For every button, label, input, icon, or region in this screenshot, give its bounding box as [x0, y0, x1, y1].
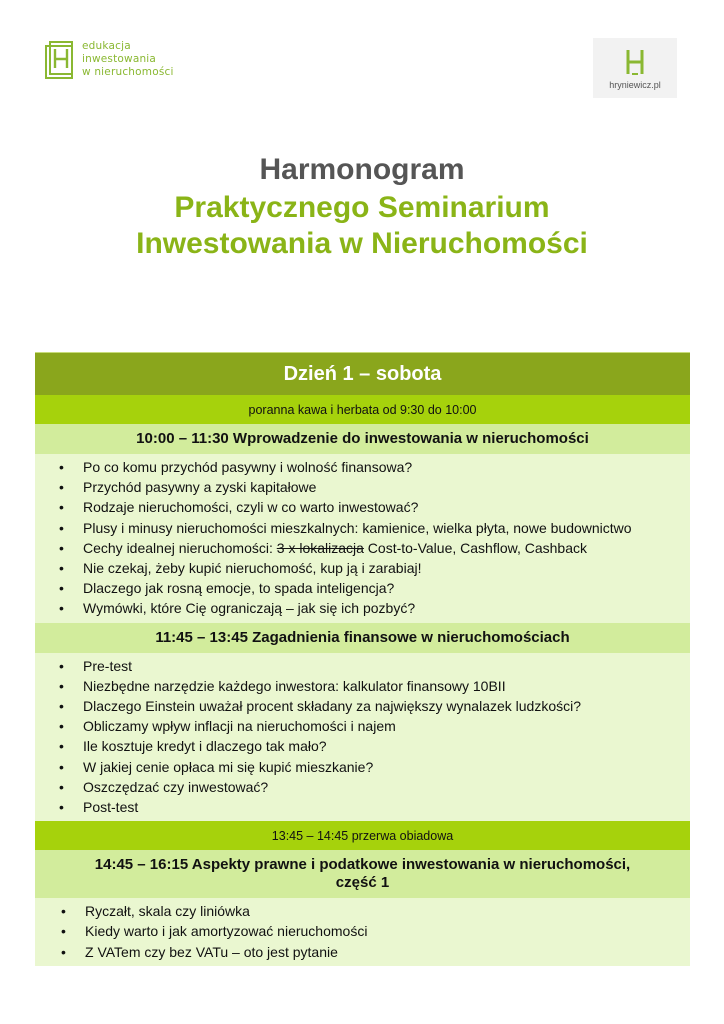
day-header: Dzień 1 – sobota	[35, 352, 690, 395]
title-line-3: Inwestowania w Nieruchomości	[136, 227, 588, 260]
list-item: • Dlaczego jak rosną emocje, to spada inteligencja?	[35, 578, 690, 598]
title-line-1: Harmonogram	[259, 153, 465, 186]
list-item: • Pre-test	[35, 656, 690, 676]
list-item: • Dlaczego Einstein uważał procent składany za największy wynalazek ludzkości?	[35, 696, 690, 716]
list-item: • Ryczałt, skala czy liniówka	[35, 901, 690, 921]
logo-line: w nieruchomości	[82, 66, 174, 78]
session-topics	[35, 653, 690, 822]
list-item: • Kiedy warto i jak amortyzować nieruchomości	[35, 921, 690, 941]
edukacja-logo	[44, 40, 174, 80]
session-title: 11:45 – 13:45 Zagadnienia finansowe w nieruchomościach	[35, 623, 690, 653]
list-item: • Z VATem czy bez VATu – oto jest pytanie	[35, 942, 690, 962]
list-item: • W jakiej cenie opłaca mi się kupić mieszkanie?	[35, 757, 690, 777]
list-item: • Obliczamy wpływ inflacji na nieruchomości i najem	[35, 716, 690, 736]
list-item: • Oszczędzać czy inwestować?	[35, 777, 690, 797]
session-title: 10:00 – 11:30 Wprowadzenie do inwestowania w nieruchomości	[35, 424, 690, 454]
struck-text: 3 x lokalizacja	[276, 539, 364, 556]
title-line-2: Praktycznego Seminarium	[174, 191, 550, 224]
list-item: • Plusy i minusy nieruchomości mieszkalnych: kamienice, wielka płyta, nowe budownictwo	[35, 518, 690, 538]
list-item: • Rodzaje nieruchomości, czyli w co warto inwestować?	[35, 497, 690, 517]
session-title-line: część 1	[335, 874, 390, 892]
logo-line: edukacja	[82, 40, 131, 52]
logo-h-icon	[624, 47, 646, 77]
list-item-text: Cechy idealnej nieruchomości:	[83, 539, 277, 556]
list-item: • Po co komu przychód pasywny i wolność finansowa?	[35, 457, 690, 477]
page-title	[0, 150, 724, 262]
session-topics	[35, 454, 690, 623]
list-item-text: Cost-to-Value, Cashflow, Cashback	[363, 539, 587, 556]
list-item: • Ile kosztuje kredyt i dlaczego tak mało?	[35, 736, 690, 756]
list-item: • Nie czekaj, żeby kupić nieruchomość, kup ją i zarabiaj!	[35, 558, 690, 578]
session-title	[35, 850, 690, 898]
edukacja-logo-text	[82, 40, 174, 79]
session-title-line: 14:45 – 16:15 Aspekty prawne i podatkowe inwestowania w nieruchomości,	[94, 856, 631, 874]
list-item: • Post-test	[35, 797, 690, 817]
hryniewicz-logo	[593, 38, 677, 98]
morning-note: poranna kawa i herbata od 9:30 do 10:00	[35, 395, 690, 424]
schedule-table	[35, 352, 690, 966]
logo-line: inwestowania	[82, 53, 157, 65]
list-item: • Wymówki, które Cię ograniczają – jak się ich pozbyć?	[35, 598, 690, 618]
session-topics	[35, 898, 690, 966]
list-item	[35, 538, 690, 558]
list-item: • Niezbędne narzędzie każdego inwestora: kalkulator finansowy 10BII	[35, 676, 690, 696]
logo-h-icon	[44, 40, 74, 80]
lunch-note: 13:45 – 14:45 przerwa obiadowa	[35, 821, 690, 850]
list-item: • Przychód pasywny a zyski kapitałowe	[35, 477, 690, 497]
logo-site-text: hryniewicz.pl	[609, 79, 661, 90]
